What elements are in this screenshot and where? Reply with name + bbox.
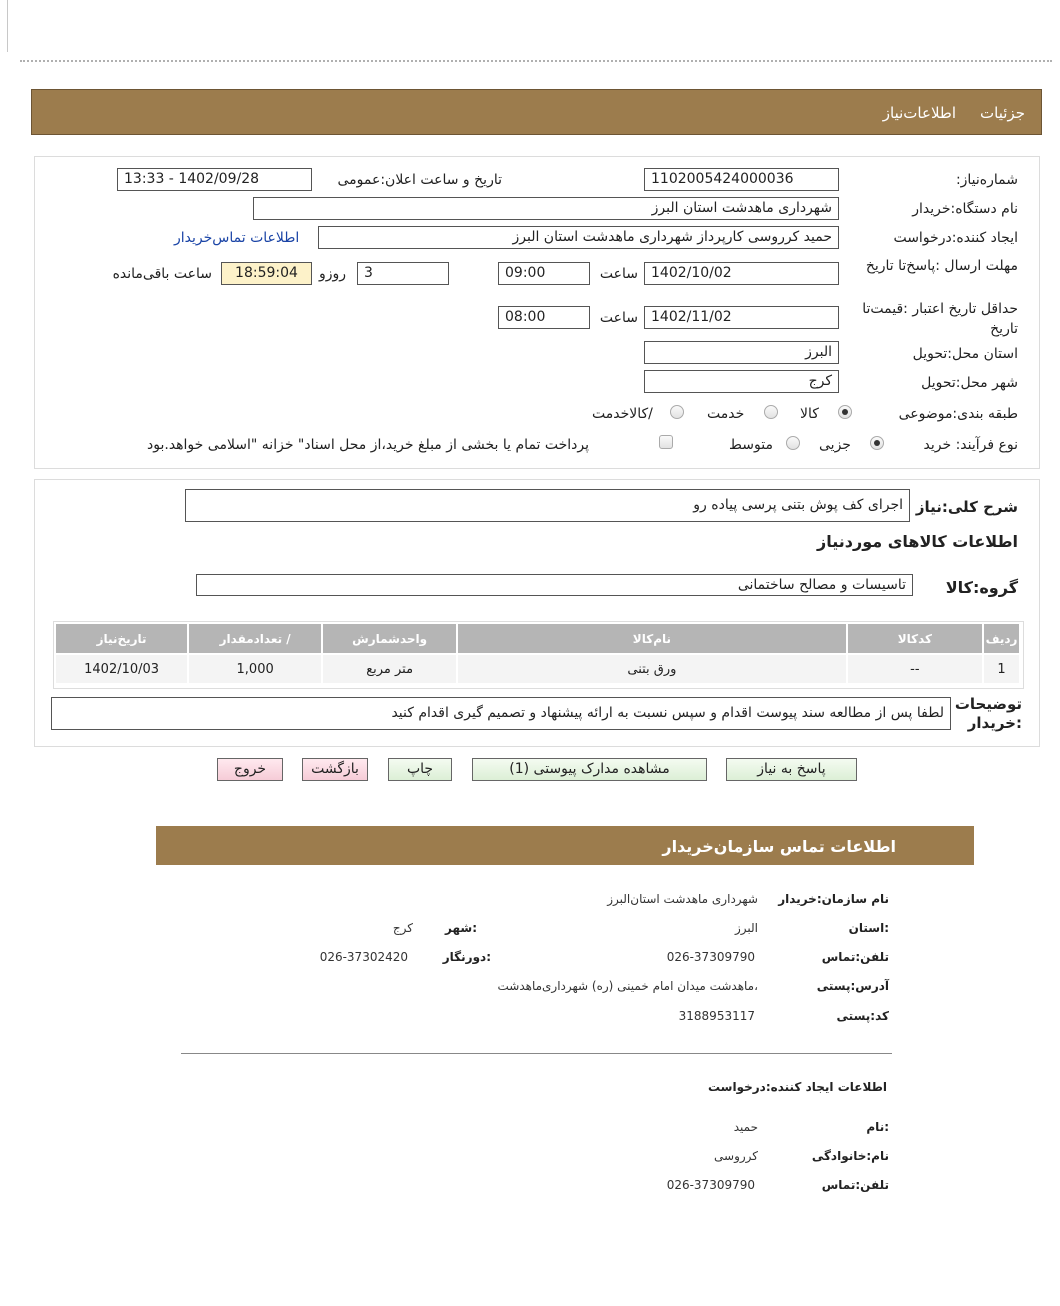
back-button[interactable]: بازگشت (302, 758, 368, 781)
cell-quantity: 1,000 (188, 654, 322, 684)
cell-row: 1 (983, 654, 1020, 684)
validity-time-field: 08:00 (498, 306, 590, 329)
category-goods-service-radio[interactable] (670, 405, 684, 419)
buyer-org-label: نام دستگاه:خریدار (912, 201, 1018, 217)
table-row (55, 654, 1020, 684)
contact-phone-label: تلفن:تماس (821, 950, 889, 964)
reply-deadline-label: مهلت ارسال :پاسخ‌تا تاریخ (865, 258, 1018, 274)
treasury-payment-checkbox[interactable] (659, 435, 673, 449)
contact-divider (181, 1053, 892, 1054)
items-table (54, 622, 1021, 685)
creator-label: ایجاد کننده:درخواست (893, 230, 1018, 246)
exit-button[interactable]: خروج (217, 758, 283, 781)
creator-family-value: کرروسی (714, 1149, 758, 1163)
summary-field: اجرای کف پوش بتنی پرسی پیاده رو (185, 489, 910, 522)
buyer-notes-field: لطفا پس از مطالعه سند پیوست اقدام و سپس نسبت به ارائه پیشنهاد و تصمیم گیری اقدام کنید (51, 697, 951, 730)
delivery-province-label: استان محل:تحویل (912, 346, 1018, 362)
tab-details[interactable]: جزئیات (980, 104, 1025, 122)
tab-need-info[interactable]: اطلاعات‌نیاز (882, 104, 956, 122)
validity-date-field: 1402/11/02 (644, 306, 839, 329)
reply-time-field: 09:00 (498, 262, 590, 285)
col-need-date: تاریخ‌نیاز (55, 623, 188, 654)
top-dotted-divider (20, 60, 1052, 62)
creator-name-label: :نام (866, 1120, 889, 1134)
creator-phone-label: تلفن:تماس (821, 1178, 889, 1192)
announce-field: 1402/09/28 - 13:33 (117, 168, 312, 191)
contact-postal-value: 3188953117 (678, 1009, 755, 1023)
view-attachments-button[interactable]: مشاهده مدارک پیوستی (1) (472, 758, 707, 781)
contact-org-label: نام سازمان:خریدار (778, 892, 889, 906)
cell-name: ورق بتنی (457, 654, 846, 684)
goods-group-field: تاسیسات و مصالح ساختمانی (196, 574, 913, 596)
contact-fax-value: 026-37302420 (319, 950, 408, 964)
category-label: طبقه بندی:موضوعی (898, 406, 1018, 422)
contact-fax-label: :دورنگار (442, 950, 491, 964)
days-field: 3 (357, 262, 449, 285)
buyer-notes-label: توضیحات :خریدار (954, 695, 1022, 732)
category-service-text: خدمت (707, 406, 745, 422)
reply-date-field: 1402/10/02 (644, 262, 839, 285)
contact-address-value: ،ماهدشت میدان امام خمینی (ره) شهرداری‌ماهدشت (497, 979, 758, 993)
reply-button[interactable]: پاسخ به نیاز (726, 758, 857, 781)
validity-time-label: ساعت (599, 310, 638, 326)
buyer-contact-link[interactable]: اطلاعات تماس‌خریدار (174, 230, 300, 246)
cell-need-date: 1402/10/03 (55, 654, 188, 684)
header-bar (31, 89, 1042, 135)
col-name: نام‌کالا (457, 623, 846, 654)
goods-info-title: اطلاعات کالاهای موردنیاز (817, 532, 1018, 551)
reply-time-label: ساعت (599, 266, 638, 282)
announce-label: تاریخ و ساعت اعلان:عمومی (337, 172, 502, 188)
category-goods-radio[interactable] (838, 405, 852, 419)
contact-city-label: :شهر (445, 921, 477, 935)
need-number-label: شماره‌نیاز: (955, 172, 1018, 188)
category-goods-service-text: /کالاخدمت (592, 406, 653, 422)
contact-org-value: شهرداری ماهدشت استان‌البرز (607, 892, 758, 906)
process-medium-text: متوسط (729, 437, 773, 453)
frame-left-edge (7, 0, 8, 52)
process-label: نوع فرآیند: خرید (923, 437, 1018, 453)
contact-postal-label: کد:پستی (836, 1009, 889, 1023)
buyer-org-field: شهرداری ماهدشت استان البرز (253, 197, 839, 220)
price-validity-label: حداقل تاریخ اعتبار :قیمت‌تا تاریخ (862, 301, 1018, 337)
creator-family-label: نام:خانوادگی (811, 1149, 889, 1163)
col-quantity: / تعدادمقدار (188, 623, 322, 654)
cell-code: -- (847, 654, 983, 684)
delivery-city-label: شهر محل:تحویل (921, 375, 1018, 391)
delivery-province-field: البرز (644, 341, 839, 364)
creator-field: حمید کرروسی کارپرداز شهرداری ماهدشت استان البرز (318, 226, 839, 249)
buyer-contact-title: اطلاعات تماس سازمان‌خریدار (662, 837, 896, 856)
creator-phone-value: 026-37309790 (666, 1178, 755, 1192)
items-table-header (55, 623, 1020, 654)
buyer-contact-section-bar (156, 826, 974, 865)
days-label: روزو (318, 266, 346, 282)
creator-name-value: حمید (733, 1120, 758, 1134)
delivery-city-field: کرج (644, 370, 839, 393)
remaining-time-label: ساعت باقی‌مانده (112, 266, 212, 282)
treasury-payment-note: پرداخت تمام یا بخشی از مبلغ خرید،از محل اسناد" خزانه "اسلامی خواهد.بود (147, 437, 590, 453)
category-service-radio[interactable] (764, 405, 778, 419)
col-code: کدکالا (847, 623, 983, 654)
contact-address-label: آدرس:پستی (816, 979, 889, 993)
contact-province-label: :استان (848, 921, 889, 935)
category-goods-text: کالا (800, 406, 819, 422)
items-table-frame (53, 621, 1024, 689)
contact-city-value: کرج (392, 921, 413, 935)
col-row: ردیف (983, 623, 1020, 654)
contact-phone-value: 026-37309790 (666, 950, 755, 964)
need-number-field: 1102005424000036 (644, 168, 839, 191)
contact-province-value: البرز (734, 921, 758, 935)
summary-label: شرح کلی:نیاز (915, 498, 1018, 516)
creator-info-title: اطلاعات ایجاد کننده:درخواست (707, 1080, 887, 1094)
remaining-time-field: 18:59:04 (221, 262, 312, 285)
cell-unit: متر مربع (322, 654, 457, 684)
process-minor-radio[interactable] (870, 436, 884, 450)
col-unit: واحدشمارش (322, 623, 457, 654)
print-button[interactable]: چاپ (388, 758, 452, 781)
process-medium-radio[interactable] (786, 436, 800, 450)
goods-group-label: گروه:کالا (945, 578, 1018, 597)
process-minor-text: جزیی (819, 437, 851, 453)
